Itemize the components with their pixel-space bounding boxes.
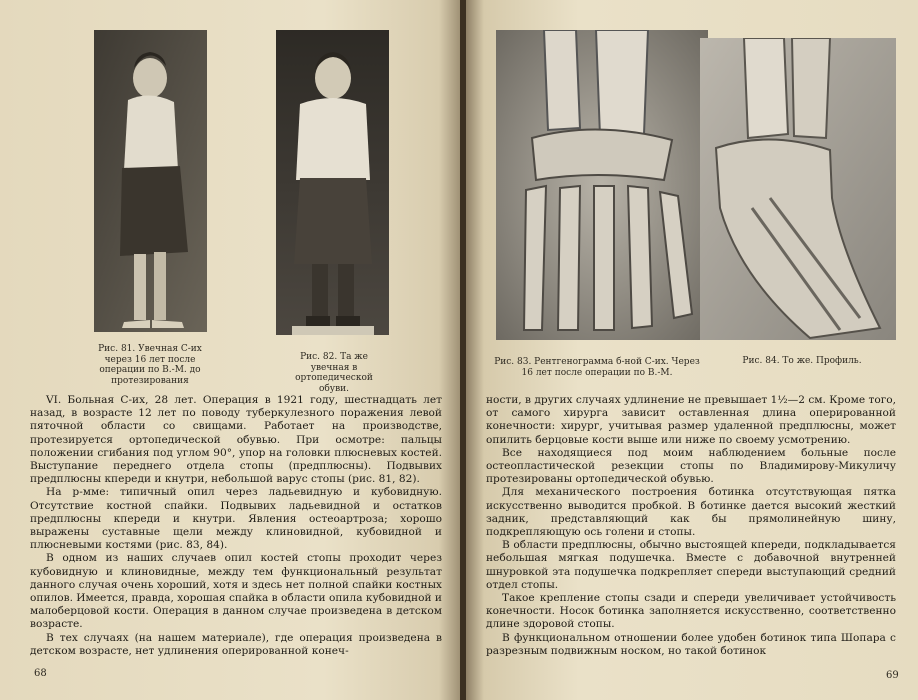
right-page-body <box>486 394 896 658</box>
paragraph: Все находящиеся под моим наблюдением больные после остеопластической резекции стопы по Владимирову-Микуличу протезированы ортопедической обувью. <box>486 446 896 486</box>
paragraph: VI. Больная С-их, 28 лет. Операция в 1921 году, шестнадцать лет назад, в возрасте 12 лет по поводу туберкулезного поражения левой пяточной области со свищами. Работает на производстве, протезируется ортопедической обувью. При осмотре: пальцы положении сгибания под углом 90°, упор на головки плюсневых костей. Выступание переднего отдела стопы (предплюсны). Подвывих предплюсны кпереди и кнутри, небольшой варус стопы (рис. 81, 82). <box>30 394 442 486</box>
paragraph: В тех случаях (на нашем материале), где операция произведена в детском возрасте, нет удлинения оперированной конеч- <box>30 631 442 657</box>
standing-woman-profile-illustration <box>94 30 207 332</box>
figure-81-photo <box>94 30 207 332</box>
foot-xray-frontal-illustration <box>496 30 708 340</box>
paragraph: ности, в других случаях удлинение не превышает 1½—2 см. Кроме того, от самого хирурга зависит оставленная длина оперированной конечности: хирург, учитывая размер удаленной предплюсны, может опилить берцовые кости выше или ниже по своему усмотрению. <box>486 394 896 446</box>
figure-82-caption: Рис. 82. Та же увечная в ортопедической обуви. <box>295 352 373 394</box>
paragraph: Для механического построения ботинка отсутствующая пятка искусственно выводится пробкой. В ботинке дается высокий жесткий задник, представляющий как бы прямолинейную шину, подкрепляющую ось голени и стопы. <box>486 486 896 539</box>
figure-81-caption: Рис. 81. Увечная С-их через 16 лет после операции по В.-М. до протезирования <box>98 344 202 386</box>
paragraph: В функциональном отношении более удобен ботинок типа Шопара с разрезным подвижным носком, но такой ботинок <box>486 631 896 657</box>
left-page-body <box>30 394 442 658</box>
paragraph: В одном из наших случаев опил костей стопы проходит через кубовидную и клиновидные, между тем функциональный результат данного случая очень хороший, хотя и здесь нет полной спайки костных опилов. Имеется, правда, хорошая спайка в области опила кубовидной и малоберцовой кости. Операция в данном случае произведена в детском возрасте. <box>30 552 442 631</box>
right-page <box>466 0 918 700</box>
figure-83-caption: Рис. 83. Рентгенограмма б-ной С-их. Через 16 лет после операции по В.-М. <box>494 357 700 378</box>
standing-woman-front-illustration <box>276 30 389 335</box>
figure-83-xray <box>496 30 708 340</box>
paragraph: На р-мме: типичный опил через ладьевидную и кубовидную. Отсутствие костной спайки. Подвывих ладьевидной и остатков предплюсны кпереди и кнутри. Явления остеоартроза; хорошо выражены суставные щели между клиновидной, кубовидной и плюсневыми костями (рис. 83, 84). <box>30 486 442 552</box>
paragraph: Такое крепление стопы сзади и спереди увеличивает устойчивость конечности. Носок ботинка заполняется искусственно, соответственно длине здоровой стопы. <box>486 592 896 631</box>
figure-84-xray <box>700 38 896 340</box>
figure-84-caption: Рис. 84. То же. Профиль. <box>742 356 862 366</box>
page-number: 69 <box>886 670 899 681</box>
figure-82-photo <box>276 30 389 335</box>
foot-xray-profile-illustration <box>700 38 896 340</box>
page-number: 68 <box>34 668 47 679</box>
paragraph: В области предплюсны, обычно выстоящей кпереди, подкладывается небольшая мягкая подушечка. Вместе с добавочной внутренней шнуровкой эта подушечка подкрепляет спереди выступающий средний отдел стопы. <box>486 539 896 591</box>
